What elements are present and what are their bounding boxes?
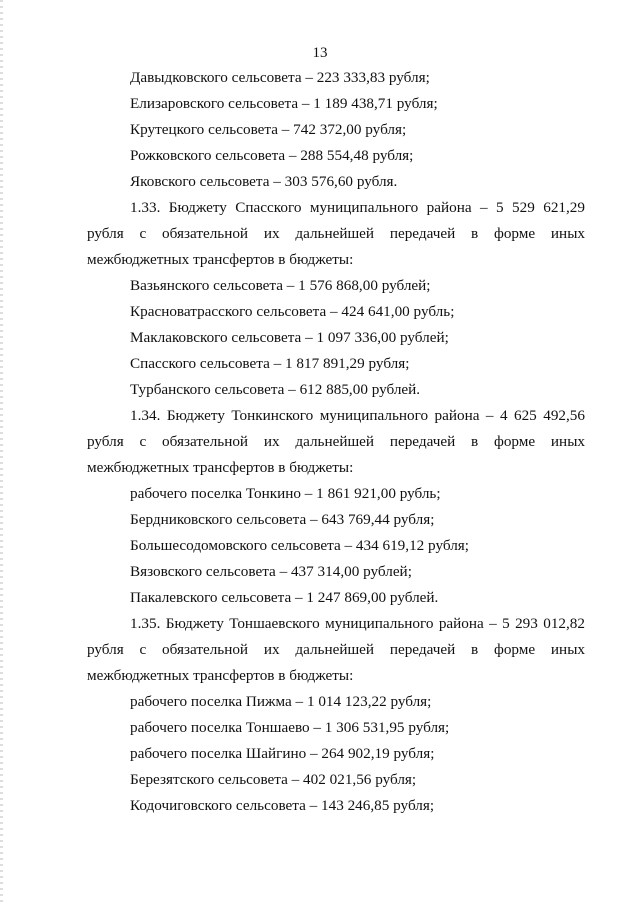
list-item: Елизаровского сельсовета – 1 189 438,71 рубля; (130, 95, 438, 112)
list-item: Вязовского сельсовета – 437 314,00 рублей; (130, 563, 412, 580)
list-item: Вазьянского сельсовета – 1 576 868,00 рублей; (130, 277, 431, 294)
list-item: Бердниковского сельсовета – 643 769,44 рубля; (130, 511, 435, 528)
scan-margin-marks (0, 0, 3, 905)
list-item: Спасского сельсовета – 1 817 891,29 рубля; (130, 355, 410, 372)
list-item: Большесодомовского сельсовета – 434 619,12 рубля; (130, 537, 469, 554)
list-item: Давыдковского сельсовета – 223 333,83 рубля; (130, 69, 430, 86)
paragraph-line: 1.33. Бюджету Спасского муниципального района – 5 529 621,29 (130, 199, 585, 216)
list-item: рабочего поселка Шайгино – 264 902,19 рубля; (130, 745, 435, 762)
paragraph-line: рубля с обязательной их дальнейшей передачей в форме иных (87, 641, 585, 658)
document-body (87, 65, 585, 819)
list-item: Рожковского сельсовета – 288 554,48 рубля; (130, 147, 414, 164)
list-item: рабочего поселка Тонкино – 1 861 921,00 рубль; (130, 485, 441, 502)
list-item: Березятского сельсовета – 402 021,56 рубля; (130, 771, 417, 788)
paragraph-line: рубля с обязательной их дальнейшей передачей в форме иных (87, 225, 585, 242)
paragraph-line: межбюджетных трансфертов в бюджеты: (87, 251, 354, 268)
paragraph-line: межбюджетных трансфертов в бюджеты: (87, 667, 354, 684)
list-item: рабочего поселка Пижма – 1 014 123,22 рубля; (130, 693, 432, 710)
paragraph (87, 611, 585, 689)
list-item: Красноватрасского сельсовета – 424 641,00 рубль; (130, 303, 455, 320)
paragraph-line: 1.35. Бюджету Тоншаевского муниципального района – 5 293 012,82 (130, 615, 585, 632)
list-item: Пакалевского сельсовета – 1 247 869,00 рублей. (130, 589, 439, 606)
list-item: Яковского сельсовета – 303 576,60 рубля. (130, 173, 398, 190)
paragraph (87, 403, 585, 481)
list-item: рабочего поселка Тоншаево – 1 306 531,95 рубля; (130, 719, 450, 736)
paragraph-line: рубля с обязательной их дальнейшей передачей в форме иных (87, 433, 585, 450)
paragraph-line: 1.34. Бюджету Тонкинского муниципального района – 4 625 492,56 (130, 407, 585, 424)
list-item: Кодочиговского сельсовета – 143 246,85 рубля; (130, 797, 435, 814)
list-item: Турбанского сельсовета – 612 885,00 рублей. (130, 381, 421, 398)
paragraph (87, 195, 585, 273)
list-item: Крутецкого сельсовета – 742 372,00 рубля; (130, 121, 407, 138)
paragraph-line: межбюджетных трансфертов в бюджеты: (87, 459, 354, 476)
list-item: Маклаковского сельсовета – 1 097 336,00 рублей; (130, 329, 449, 346)
page-number: 13 (312, 45, 328, 61)
